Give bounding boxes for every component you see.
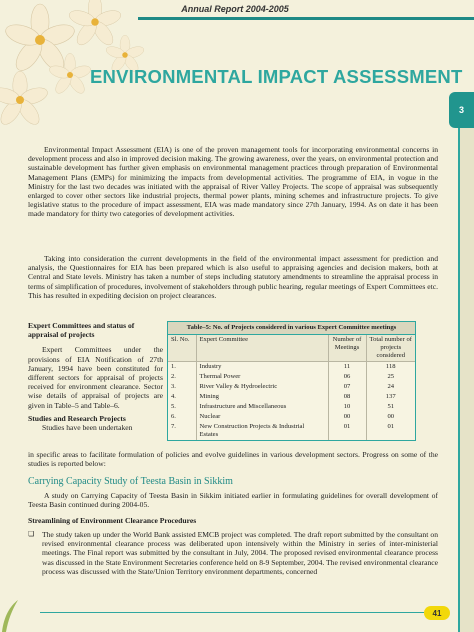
cell-meetings: 10 (328, 402, 366, 412)
checkbox-bullet-icon: ❏ (28, 530, 35, 538)
cell-sl: 6. (168, 412, 196, 422)
header-number-of-meetings: Number of Meetings (328, 335, 366, 362)
paragraph-eia-intro: Environmental Impact Assessment (EIA) is one of the proven management tools for incorporating environmental concerns in development process and also in improved decision making. The growing awareness, over the years, on environmental protection and sustainable development has further given emphasis on environmental management practices through preparation of Environmental Management Plans (EMPs) for minimizing the impacts from developmental activities. The programme of EIA, in vogue in the Ministry for the last two decades was initiated with the appraisal of River Valley Projects. The scope of appraisal was subsequently enlarged to cover other sectors like industrial projects, thermal power plants, mining schemes and infrastructure projects. To give legislative status to the procedure of impact assessment, EIA was made mandatory since 27th January, 1994. As on date it has been made mandatory for thirty two categories of development activities. (28, 145, 438, 219)
cell-meetings: 00 (328, 412, 366, 422)
left-column (28, 321, 163, 432)
report-header-title: Annual Report 2004-2005 (181, 4, 289, 14)
table-row (168, 392, 415, 402)
side-margin-band (460, 128, 474, 632)
cell-projects: 00 (387, 413, 395, 420)
paragraph-expert-committees: Expert Committees under the provisions of EIA Notification of 27th January, 1994 have been constituted for different sectors for appraisal of projects received for environment clearance. Sector wise details of appraisal of projects are given in Table–5 and Table–6. (28, 345, 163, 410)
section-title-teesta: Carrying Capacity Study of Teesta Basin in Sikkim (28, 476, 233, 487)
cell-sl: 2. (168, 372, 196, 382)
header-rule (138, 17, 474, 20)
table-row (168, 422, 415, 440)
cell-committee: Thermal Power (196, 372, 328, 382)
table-row (168, 372, 415, 382)
cell-sl: 4. (168, 392, 196, 402)
header-sl-no: Sl. No. (168, 335, 196, 362)
table-caption: Table–5: No. of Projects considered in various Expert Committee meetings (168, 322, 415, 335)
bottom-leaf-decoration (0, 596, 20, 632)
table-header-row (168, 335, 415, 362)
cell-projects: 01 (387, 423, 395, 430)
cell-sl: 7. (168, 422, 196, 440)
table-5 (167, 321, 416, 441)
projects-table (168, 335, 415, 440)
heading-expert-committees: Expert Committees and status of appraisal of projects (28, 321, 135, 340)
cell-committee: Mining (196, 392, 328, 402)
cell-committee: Nuclear (196, 412, 328, 422)
bullet-item (28, 530, 438, 576)
cell-projects: 118 (385, 363, 396, 370)
cell-projects: 51 (387, 403, 395, 410)
cell-meetings: 01 (328, 422, 366, 440)
paragraph-studies-start: Studies have been undertaken (42, 423, 133, 433)
cell-sl: 3. (168, 382, 196, 392)
cell-committee: Infrastructure and Miscellaneous (196, 402, 328, 412)
paragraph-teesta-study: A study on Carrying Capacity of Teesta Basin in Sikkim initiated earlier in formulating guidelines for overall development of Teesta Basin continued during 2004-05. (28, 491, 438, 510)
cell-projects: 24 (387, 383, 395, 390)
cell-committee: Industry (196, 362, 328, 373)
cell-sl: 5. (168, 402, 196, 412)
table-row (168, 402, 415, 412)
heading-studies-research: Studies and Research Projects (28, 413, 126, 423)
cell-committee: River Valley & Hydroelectric (196, 382, 328, 392)
page-number-badge: 41 (424, 606, 450, 620)
cell-meetings: 11 (328, 362, 366, 373)
cell-meetings: 06 (328, 372, 366, 382)
cell-meetings: 07 (328, 382, 366, 392)
flowers-decoration (0, 0, 160, 130)
page-title: ENVIRONMENTAL IMPACT ASSESSMENT (90, 66, 463, 87)
chapter-tab[interactable]: 3 (449, 92, 474, 128)
header-total-projects: Total number of projects considered (366, 335, 415, 362)
table-row (168, 412, 415, 422)
footer-rule (40, 612, 424, 613)
bullet-text: The study taken up under the World Bank assisted EMCB project was completed. The draft report submitted by the consultant on revised environmental clearance process was deliberated upon intensively within the Ministry in series of inter-ministerial meetings. The Final report was submitted by the consultant in July, 2004. The proposed revised environmental clearance process was discussed in the State Environment Secretaries conference held on 8-9 September, 2004. The revised environmental clearance process was discussed with the State/Union Territory environment departments, concerned (42, 530, 438, 576)
heading-streamlining: Streamlining of Environment Clearance Procedures (28, 516, 197, 525)
table-row (168, 382, 415, 392)
cell-sl: 1. (168, 362, 196, 373)
cell-meetings: 08 (328, 392, 366, 402)
cell-projects: 137 (385, 393, 396, 400)
cell-committee: New Construction Projects & Industrial Estates (196, 422, 328, 440)
paragraph-studies-continued: in specific areas to facilitate formulation of policies and evolve guidelines in various development sectors. Progress on some of the studies is reported below: (28, 450, 438, 469)
paragraph-current-developments: Taking into consideration the current developments in the field of the environmental impact assessment for prediction and analysis, the Questionnaires for EIA has been prepared which is also useful to appraising agencies and decision makers, both at Central and State levels. Ministry has taken a number of steps including statutory amendments to streamline the appraisal process in terms of simplification of procedures, involvement of stakeholders through public hearing, regular meetings of Expert Committees etc. This has resulted in expediting decision on project clearances. (28, 254, 438, 300)
header-expert-committee: Expert Committee (196, 335, 328, 362)
cell-projects: 25 (387, 373, 395, 380)
table-row (168, 362, 415, 373)
